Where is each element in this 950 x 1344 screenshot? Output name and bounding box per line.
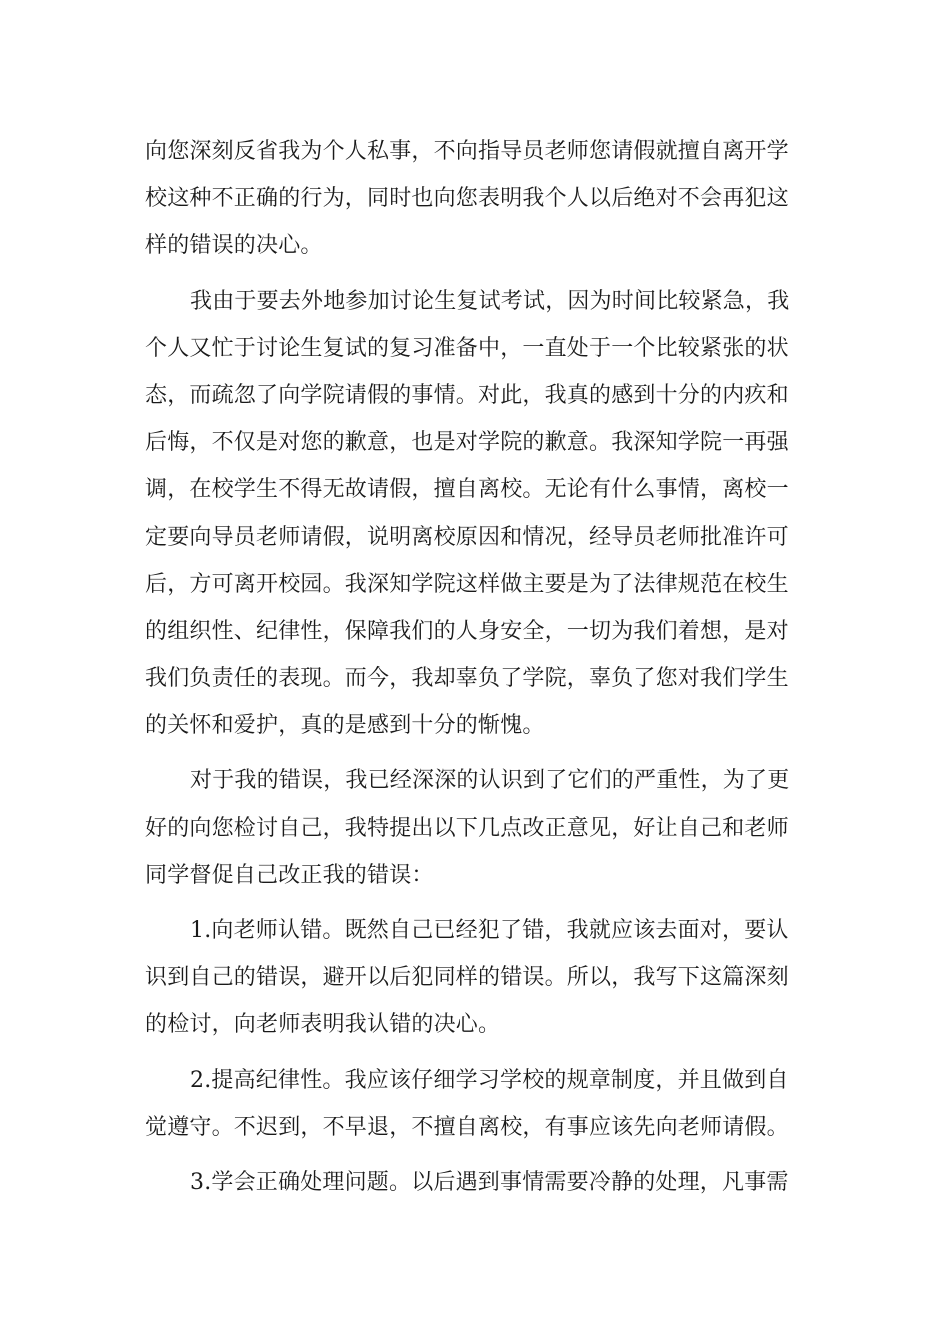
text-line: 后悔，不仅是对您的歉意，也是对学院的歉意。我深知学院一再强	[145, 430, 789, 456]
document-body	[145, 128, 815, 1206]
paragraph-reflection	[145, 128, 815, 270]
list-item-1	[145, 907, 815, 1049]
text-line: 向您深刻反省我为个人私事，不向指导员老师您请假就擅自离开学	[145, 139, 789, 164]
text-line: 后，方可离开校园。我深知学院这样做主要是为了法律规范在校生	[145, 571, 789, 597]
text-line: 对于我的错误，我已经深深的认识到了它们的严重性，为了更	[190, 768, 790, 794]
text-line: 我们负责任的表现。而今，我却辜负了学院，辜负了您对我们学生	[145, 666, 789, 692]
text-line: 2.提高纪律性。我应该仔细学习学校的规章制度，并且做到自	[190, 1067, 789, 1093]
text-line: 同学督促自己改正我的错误：	[145, 862, 434, 888]
text-line: 个人又忙于讨论生复试的复习准备中，一直处于一个比较紧张的状	[145, 335, 789, 361]
text-line: 态，而疏忽了向学院请假的事情。对此，我真的感到十分的内疚和	[145, 382, 789, 408]
text-line: 的组织性、纪律性，保障我们的人身安全，一切为我们着想，是对	[145, 618, 789, 644]
text-line: 觉遵守。不迟到，不早退，不擅自离校，有事应该先向老师请假。	[145, 1114, 789, 1140]
text-line: 我由于要去外地参加讨论生复试考试，因为时间比较紧急，我	[190, 288, 790, 314]
paragraph-corrections-intro	[145, 757, 815, 899]
text-line: 调，在校学生不得无故请假，擅自离校。无论有什么事情，离校一	[145, 477, 789, 503]
text-line: 1.向老师认错。既然自己已经犯了错，我就应该去面对，要认	[190, 918, 789, 943]
text-line: 的检讨，向老师表明我认错的决心。	[145, 1012, 501, 1038]
text-line: 定要向导员老师请假，说明离校原因和情况，经导员老师批准许可	[145, 524, 789, 550]
list-item-3	[145, 1159, 815, 1206]
list-item-2	[145, 1057, 815, 1151]
text-line: 的关怀和爱护，真的是感到十分的惭愧。	[145, 713, 545, 739]
text-line: 样的错误的决心。	[145, 233, 323, 259]
text-line: 校这种不正确的行为，同时也向您表明我个人以后绝对不会再犯这	[145, 186, 789, 212]
text-line: 好的向您检讨自己，我特提出以下几点改正意见，好让自己和老师	[145, 815, 789, 841]
paragraph-explanation	[145, 278, 815, 750]
text-line: 识到自己的错误，避开以后犯同样的错误。所以，我写下这篇深刻	[145, 965, 789, 991]
text-line: 3.学会正确处理问题。以后遇到事情需要冷静的处理，凡事需	[190, 1169, 789, 1195]
